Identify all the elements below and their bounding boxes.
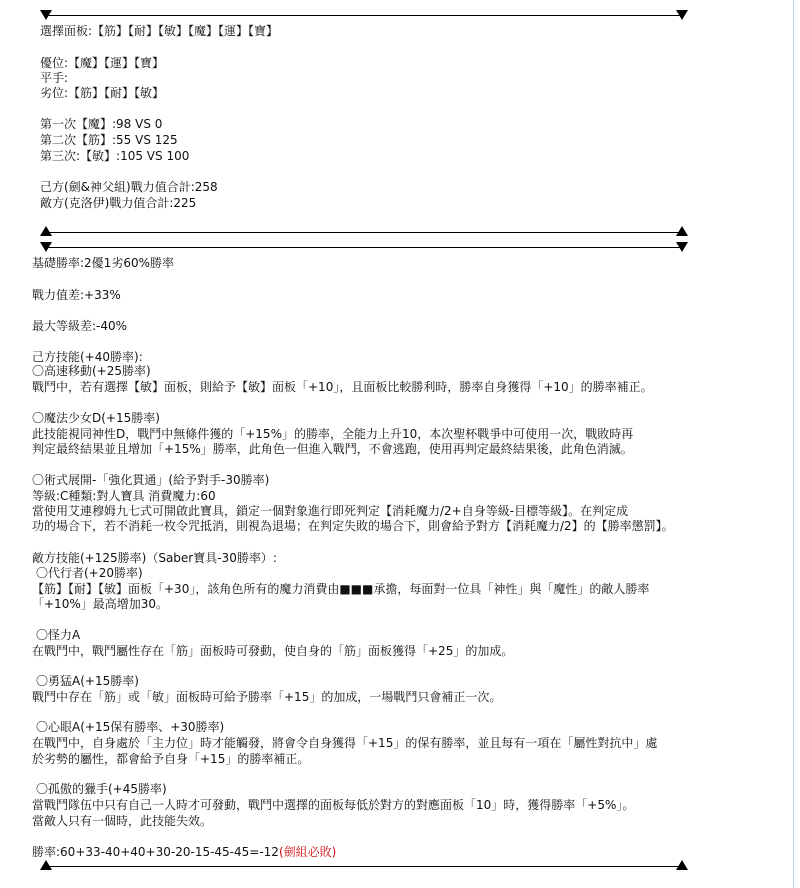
top-divider-line	[46, 15, 682, 16]
enemy-skill-desc: 「+10%」最高增加30。	[32, 597, 168, 611]
enemy-skill-desc: 在戰鬥中，自身處於「主力位」時才能觸發，將會令自身獲得「+15」的保有勝率，並且每有一項在「屬性對抗中」處	[32, 736, 658, 750]
triangle-down-icon	[676, 242, 688, 252]
triangle-down-icon	[40, 242, 52, 252]
enemy-skill-title: 〇心眼A(+15保有勝率、+30勝率)	[36, 720, 225, 734]
own-skill-desc: 功的場合下，若不消耗一枚令咒抵消，則視為退場；在判定失敗的場合下，則會給予對方【消耗魔力/2】的【勝率懲罰】。	[32, 519, 674, 533]
own-skill-desc: 戰鬥中，若有選擇【敏】面板，則給予【敏】面板「+10」，且面板比較勝利時，勝率自身獲得「+10」的勝率補正。	[32, 380, 653, 394]
own-skill-desc: 等級:C種類:對人寶具 消費魔力:60	[32, 489, 216, 503]
own-skill-title: 〇高速移動(+25勝率)	[32, 364, 151, 378]
enemy-skill-desc: 當敵人只有一個時，此技能失效。	[32, 814, 213, 828]
base-rate-line: 基礎勝率:2優1劣60%勝率	[32, 256, 174, 270]
enemy-skill-desc: 戰鬥中存在「筋」或「敏」面板時可給予勝率「+15」的加成，一場戰鬥只會補正一次。	[32, 690, 502, 704]
even-line: 平手:	[40, 71, 69, 85]
triangle-up-icon	[676, 226, 688, 236]
enemy-skill-title: 〇怪力A	[36, 628, 81, 642]
level-diff-line: 最大等級差:-40%	[32, 319, 128, 333]
final-formula: 勝率:60+33-40+40+30-20-15-45-45=-12	[32, 845, 279, 859]
triangle-up-icon	[676, 860, 688, 870]
power-diff-line: 戰力值差:+33%	[32, 288, 121, 302]
enemy-skill-desc: 當戰鬥隊伍中只有自己一人時才可發動，戰鬥中選擇的面板每低於對方的對應面板「10」時，獲得勝率「+5%」。	[32, 798, 635, 812]
select-panel-line: 選擇面板:【筋】【耐】【敏】【魔】【運】【寶】	[40, 24, 279, 38]
bottom-divider-line	[46, 866, 682, 867]
own-skill-desc: 此技能視同神性D，戰鬥中無條件獲的「+15%」的勝率，全能力上升10，本次聖杯戰爭中可使用一次，戰敗時再	[32, 427, 634, 441]
enemy-skills-header: 敵方技能(+125勝率)（Saber寶具-30勝率）:	[32, 551, 277, 565]
disadvantage-line: 劣位:【筋】【耐】【敏】	[40, 86, 165, 100]
enemy-skill-desc: 於劣勢的屬性，都會給予自身「+15」的勝率補正。	[32, 752, 310, 766]
enemy-skill-title: 〇孤傲的獵手(+45勝率)	[36, 782, 167, 796]
own-skills-header: 己方技能(+40勝率):	[32, 350, 143, 364]
enemy-skill-desc: 【筋】【耐】【敏】面板「+30」，該角色所有的魔力消費由■■■承擔，每面對一位具「神性」與「魔性」的敵人勝率	[32, 582, 650, 596]
triangle-up-icon	[40, 860, 52, 870]
round3-line: 第三次:【敏】:105 VS 100	[40, 149, 190, 163]
own-skill-title: 〇魔法少女D(+15勝率)	[32, 411, 160, 425]
enemy-skill-title: 〇代行者(+20勝率)	[36, 566, 143, 580]
enemy-total-line: 敵方(克洛伊)戰力值合計:225	[40, 196, 197, 210]
triangle-down-icon	[676, 10, 688, 20]
advantage-line: 優位:【魔】【運】【寶】	[40, 56, 165, 70]
middle-divider-line-2	[46, 247, 682, 248]
middle-divider-line	[46, 232, 682, 233]
round2-line: 第二次【筋】:55 VS 125	[40, 133, 178, 147]
own-skill-desc: 判定最終結果並且增加「+15%」勝率，此角色一但進入戰鬥，不會逃跑，使用再判定最終結果後，此角色消滅。	[32, 442, 633, 456]
enemy-skill-desc: 在戰鬥中，戰鬥屬性存在「筋」面板時可發動，使自身的「筋」面板獲得「+25」的加成。	[32, 644, 514, 658]
final-verdict: (劍組必敗)	[278, 845, 337, 859]
round1-line: 第一次【魔】:98 VS 0	[40, 117, 163, 131]
triangle-down-icon	[40, 10, 52, 20]
own-skill-desc: 當使用艾連穆姆九七式可開啟此寶具，鎖定一個對象進行即死判定【消耗魔力/2+自身等級-目標等級】。在判定成	[32, 504, 629, 518]
final-rate-line	[32, 845, 336, 860]
own-skill-title: 〇術式展開-「強化貫通」(給予對手-30勝率)	[32, 473, 270, 487]
own-total-line: 己方(劍&神父組)戰力值合計:258	[40, 180, 218, 194]
triangle-up-icon	[40, 226, 52, 236]
right-edge-line	[793, 0, 794, 888]
enemy-skill-title: 〇勇猛A(+15勝率)	[36, 674, 139, 688]
